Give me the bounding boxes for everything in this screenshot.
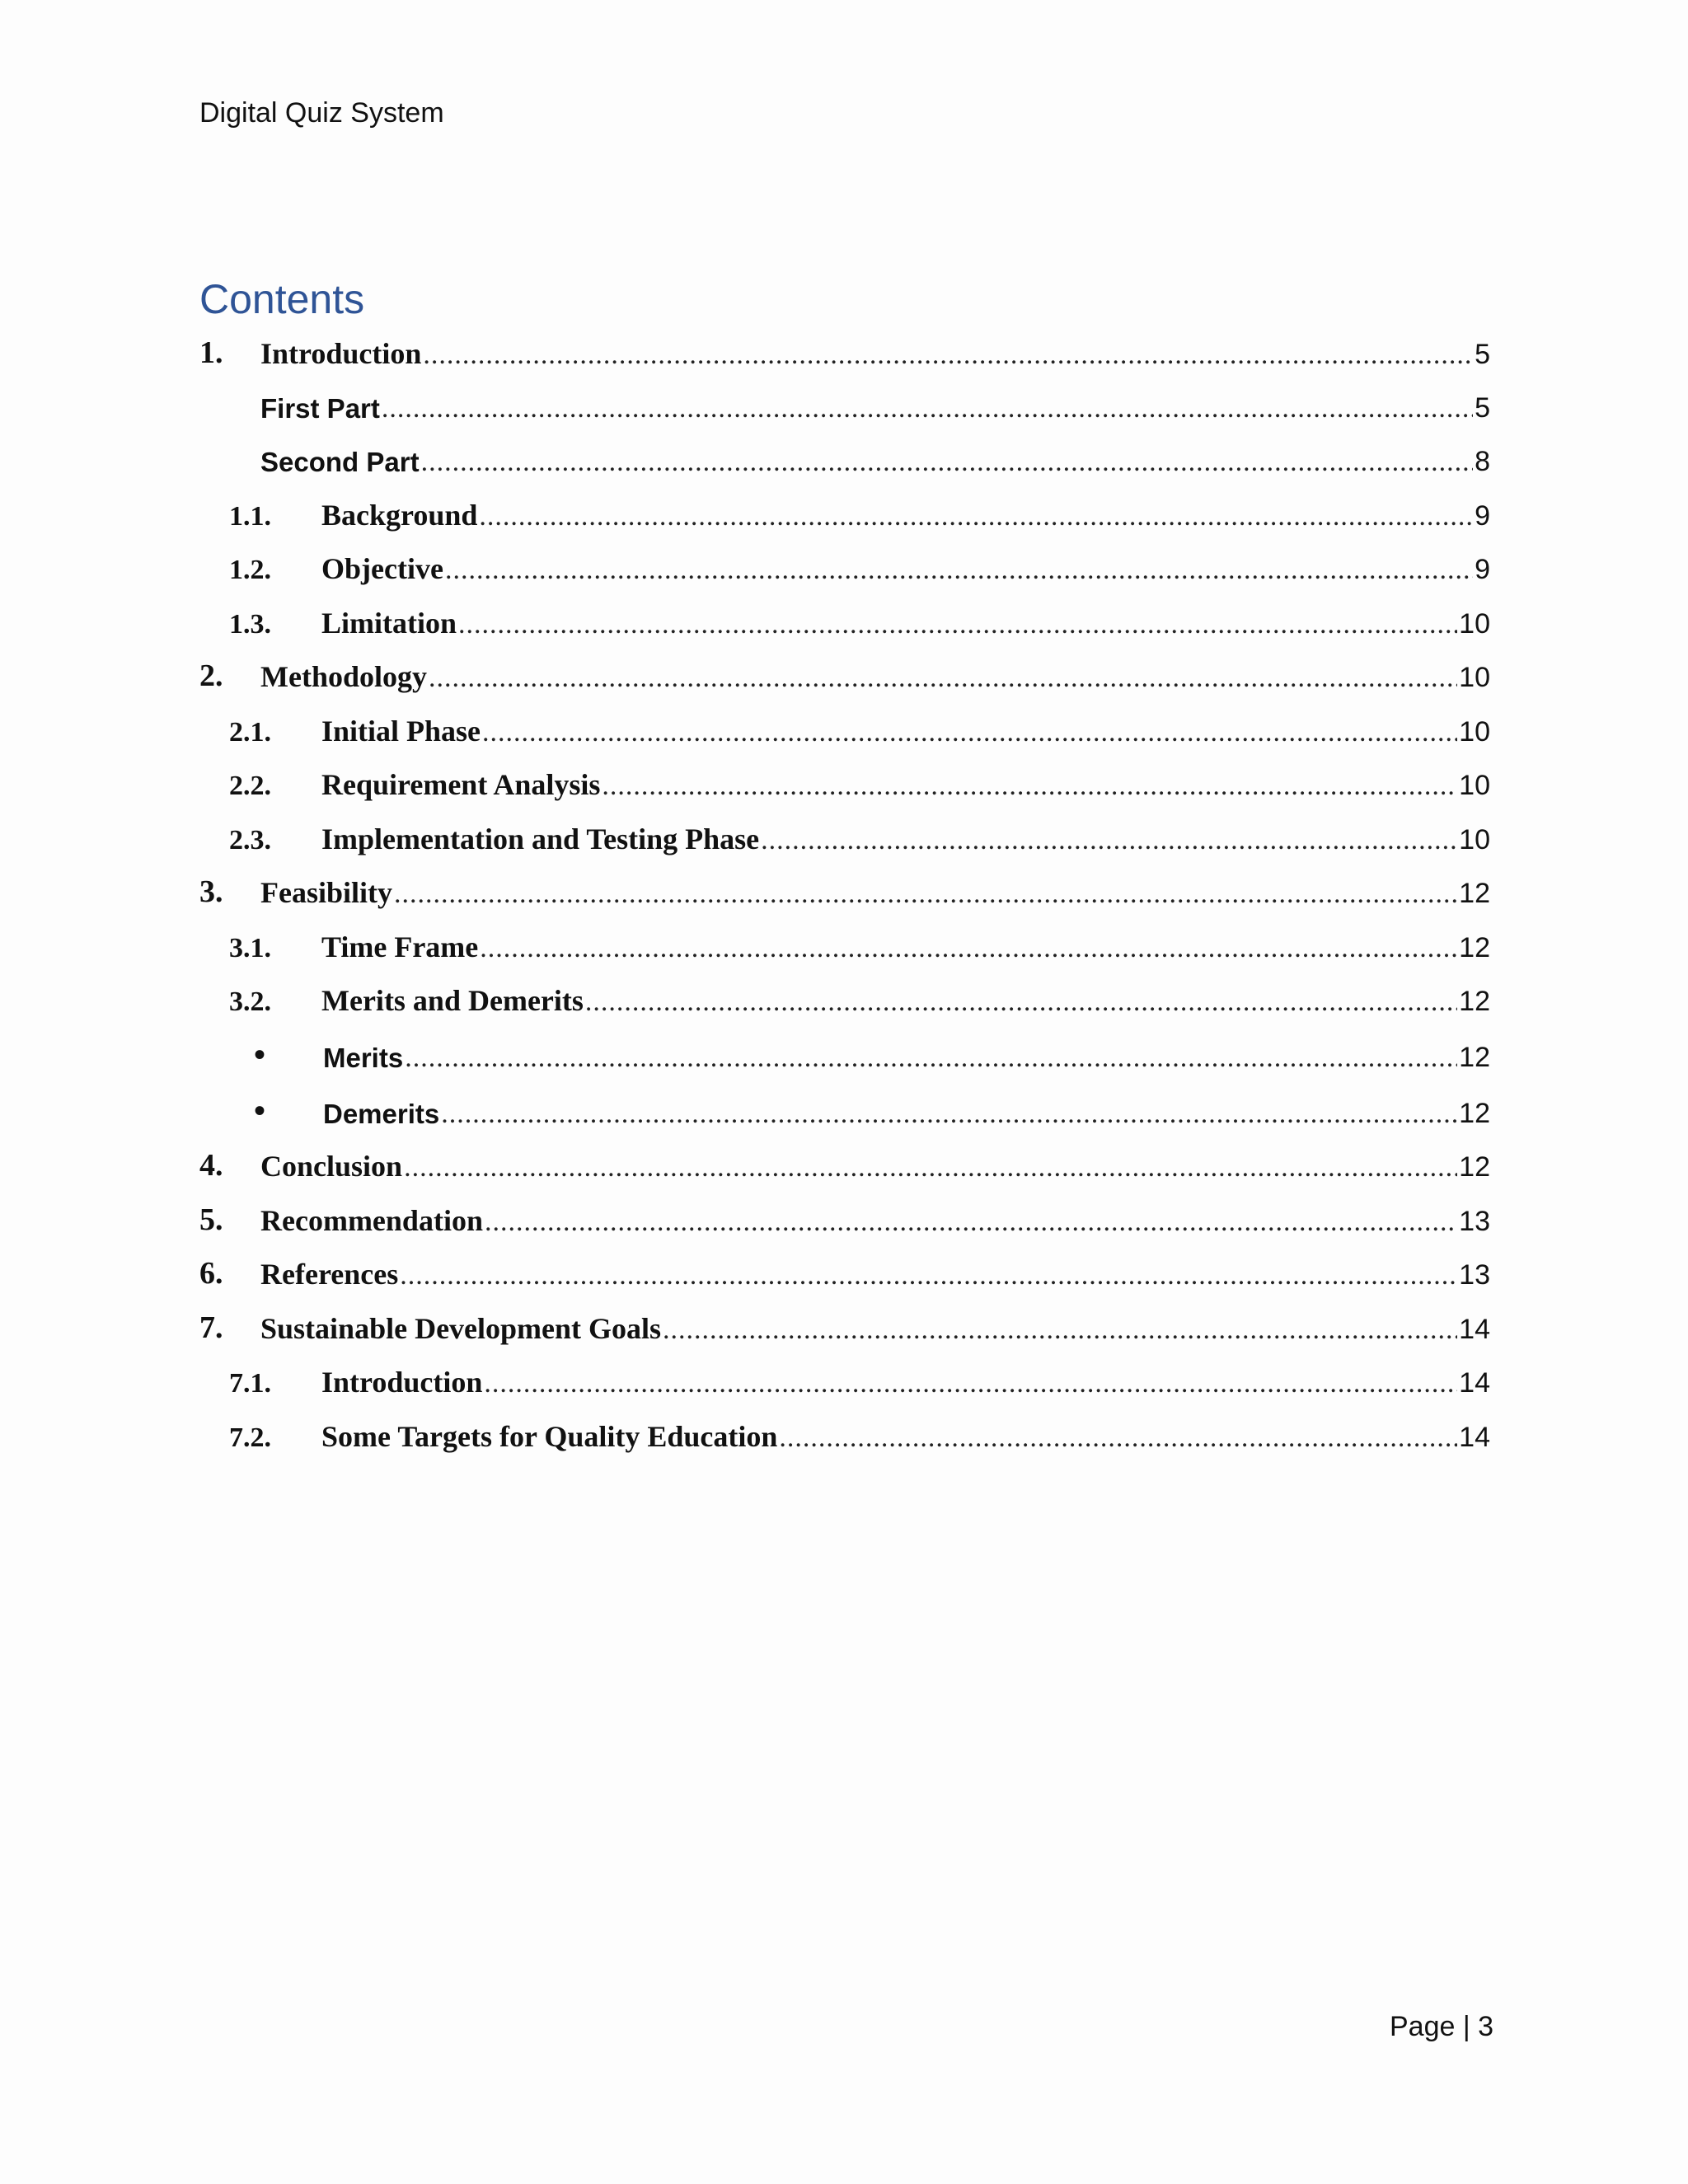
toc-entry-label: Limitation [321,607,457,640]
toc-entry-label: Methodology [260,660,427,693]
toc-leader-dots [400,1260,1457,1291]
toc-leader-dots [458,609,1457,640]
toc-entry[interactable] [199,1193,1490,1238]
toc-leader-dots [480,933,1457,964]
toc-entry-number: 7.1. [229,1368,271,1399]
toc-entry-page: 8 [1475,446,1490,477]
toc-entry-label: Merits and Demerits [321,984,584,1017]
toc-entry-page: 5 [1475,339,1490,370]
toc-entry-page: 13 [1459,1206,1490,1237]
toc-entry-page: 10 [1459,770,1490,801]
toc-leader-dots [479,501,1473,532]
toc-entry[interactable] [199,541,1490,586]
toc-entry-label: Time Frame [321,930,479,963]
toc-entry-number: 3.2. [229,987,271,1017]
toc-entry[interactable] [199,1029,1490,1074]
toc-entry-number: 1.1. [229,501,271,532]
toc-entry-page: 12 [1459,1042,1490,1073]
toc-heading: Contents [199,276,365,322]
toc-entry-number: 2.1. [229,717,271,748]
toc-entry-page: 14 [1459,1367,1490,1399]
toc-entry-label: Initial Phase [321,715,481,748]
toc-entry[interactable] [199,973,1490,1018]
toc-leader-dots [382,393,1473,424]
bullet-icon: • [254,1092,266,1129]
toc-entry-page: 13 [1459,1259,1490,1291]
toc-entry-label: Objective [321,552,443,585]
toc-entry[interactable] [199,1247,1490,1291]
toc-leader-dots [423,340,1473,371]
toc-entry-label: Recommendation [260,1204,483,1237]
toc-entry-page: 12 [1459,986,1490,1017]
toc-entry-page: 5 [1475,392,1490,424]
bullet-icon: • [254,1036,266,1073]
toc-entry-label: Some Targets for Quality Education [321,1420,778,1453]
toc-entry[interactable] [199,757,1490,802]
toc-entry-label: Requirement Analysis [321,768,601,801]
toc-entry[interactable] [199,434,1490,478]
toc-entry-label: Introduction [260,337,422,370]
toc-entry[interactable] [199,812,1490,856]
toc-entry-number: 2.3. [229,825,271,855]
toc-entry-page: 12 [1459,932,1490,963]
toc-entry[interactable] [199,704,1490,748]
toc-entry-label: Merits [323,1043,404,1073]
toc-entry-label: Demerits [323,1099,440,1129]
toc-leader-dots [585,987,1457,1018]
toc-entry-number: 1. [199,335,223,370]
toc-leader-dots [602,771,1457,802]
toc-entry-number: 1.3. [229,609,271,640]
toc-entry-page: 10 [1459,716,1490,748]
toc-entry-page: 9 [1475,500,1490,532]
toc-leader-dots [394,879,1457,910]
toc-entry[interactable] [199,1355,1490,1399]
toc-entry-label: Feasibility [260,876,392,909]
toc-entry-label: Implementation and Testing Phase [321,823,760,855]
toc-entry-label: References [260,1258,399,1291]
toc-entry-number: 1.2. [229,555,271,585]
toc-entry-label: Sustainable Development Goals [260,1312,662,1345]
toc-entry[interactable] [199,488,1490,532]
page-number: Page | 3 [1390,2011,1494,2042]
toc-entry[interactable] [199,1409,1490,1454]
toc-entry-label: Introduction [321,1366,483,1399]
toc-entry[interactable] [199,1139,1490,1183]
toc-entry[interactable] [199,920,1490,964]
toc-entry-page: 12 [1459,878,1490,909]
toc-entry-label: Conclusion [260,1150,403,1183]
toc-entry-page: 14 [1459,1422,1490,1453]
toc-entry-number: 4. [199,1148,223,1183]
toc-entry-number: 3.1. [229,933,271,963]
toc-entry-number: 6. [199,1256,223,1291]
toc-leader-dots [421,447,1474,478]
toc-leader-dots [405,1043,1457,1074]
toc-entry-page: 12 [1459,1151,1490,1183]
toc-entry-number: 2.2. [229,771,271,801]
toc-entry-label: Second Part [260,447,420,477]
toc-entry-page: 10 [1459,608,1490,640]
toc-leader-dots [761,825,1457,856]
toc-entry-number: 5. [199,1202,223,1237]
toc-entry[interactable] [199,649,1490,694]
toc-leader-dots [429,663,1457,694]
toc-leader-dots [485,1207,1457,1238]
toc-entry-page: 14 [1459,1314,1490,1345]
toc-entry-page: 10 [1459,662,1490,693]
toc-entry-page: 12 [1459,1098,1490,1129]
toc-entry-number: 2. [199,658,223,693]
toc-leader-dots [779,1422,1457,1454]
toc-entry-number: 7. [199,1310,223,1345]
toc-leader-dots [441,1099,1457,1130]
toc-leader-dots [404,1152,1457,1183]
toc-entry[interactable] [199,1085,1490,1130]
page-header-title: Digital Quiz System [199,97,444,129]
toc-entry-page: 10 [1459,824,1490,855]
toc-leader-dots [445,555,1473,586]
toc-entry[interactable] [199,596,1490,640]
toc-entry-label: Background [321,499,478,532]
toc-entry[interactable] [199,1301,1490,1346]
toc-leader-dots [663,1315,1457,1346]
toc-entry-page: 9 [1475,554,1490,585]
toc-leader-dots [482,717,1457,748]
toc-entry-label: First Part [260,393,380,424]
toc-leader-dots [484,1368,1457,1399]
toc-entry[interactable] [199,865,1490,910]
toc-entry[interactable] [199,380,1490,424]
toc-entry[interactable] [199,326,1490,371]
toc-entry-number: 3. [199,874,223,909]
toc-entry-number: 7.2. [229,1422,271,1453]
